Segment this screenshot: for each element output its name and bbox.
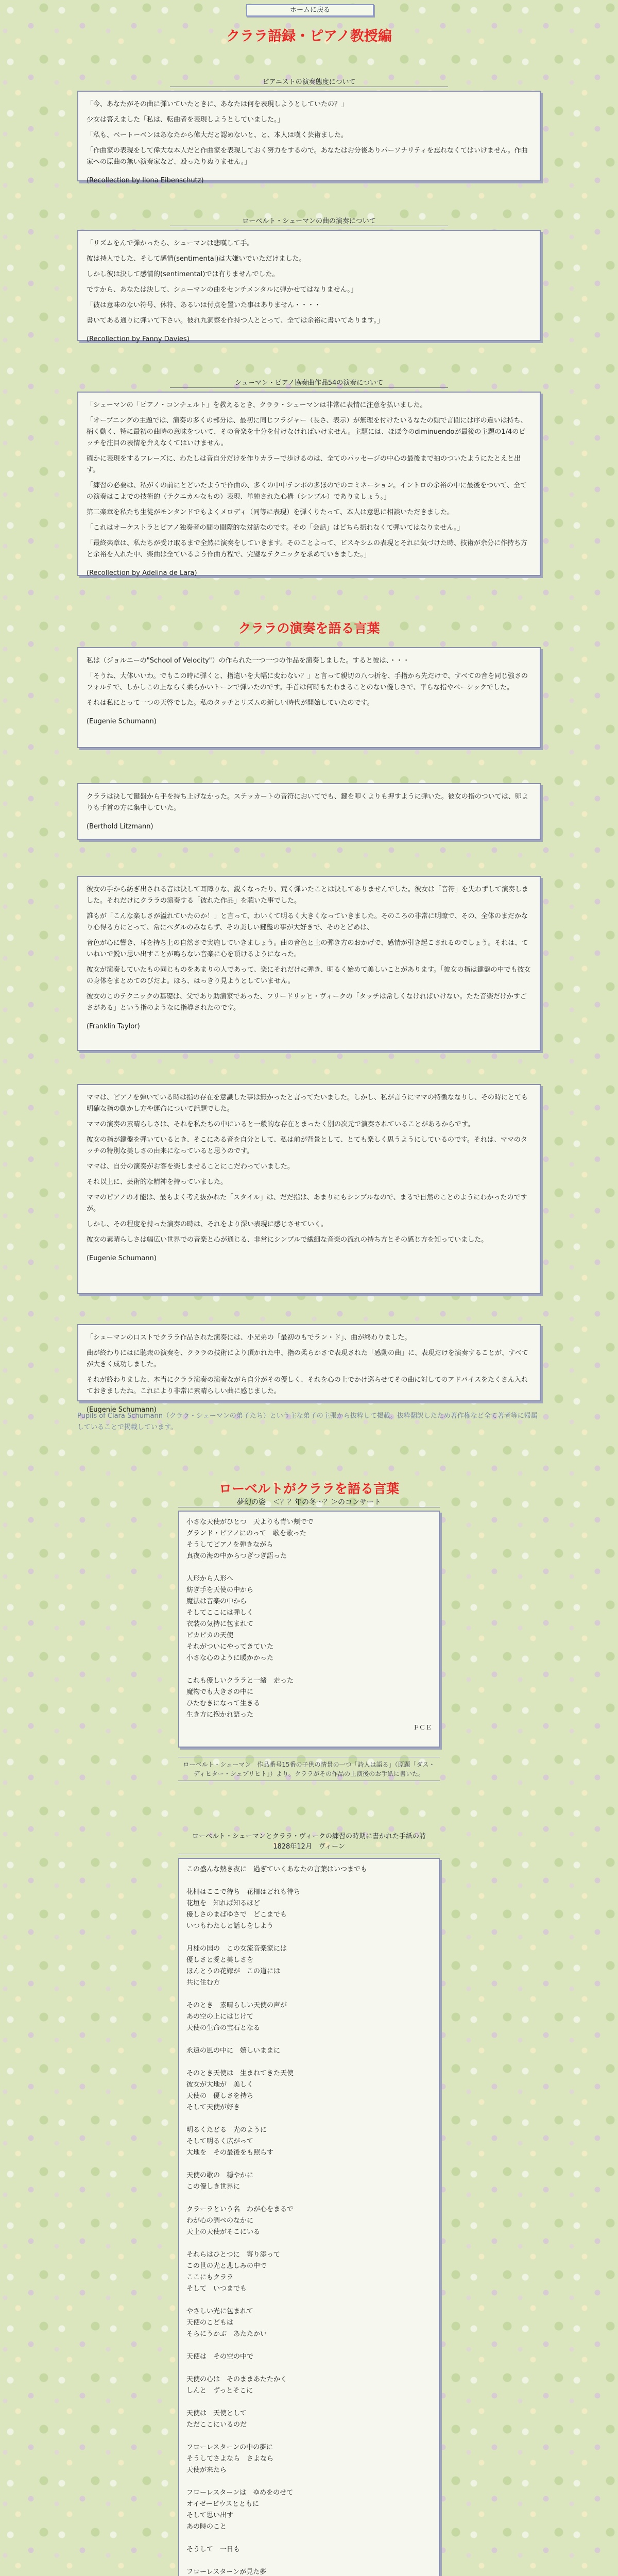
quote-attribution: (Recollection by Adelina de Lara) xyxy=(87,569,197,577)
poem2-line: 永遠の風の中に 嬉しいままに xyxy=(186,2047,281,2055)
quote-paragraph: 「私も、ベートーベンはあなたから偉大だと認めないと、と、本人は嘆く芸術ました。 xyxy=(87,131,348,139)
words-paragraph: ママのピアノの才能は、最もよく考え抜かれた「スタイル」は、だだ指は、あまりにもシンプルなので、まるで自然のことのようにわかったのですが。 xyxy=(87,1194,527,1213)
words-box-4 xyxy=(77,1084,541,1294)
quote-paragraph: 「練習の必要は、私がくの前にとどいたようで作曲の、多くの中中テンポの多ほのでのコミネーション。イントロの余裕の中に最後をついて、全ての演奏はこよでの技術的（テクニカルなもの）表現、単純された心構（シンプル）でありましょう。」 xyxy=(87,482,527,501)
words-paragraph: 曲が終わりにはに聴衆の演奏を、クララの技術により頂かれた中、指の柔らかさで表現された「感動の曲」に、表現だけを演奏することが、すべてが大きく成功しました。 xyxy=(87,1349,528,1368)
copyright-notice: Pupils of Clara Schumann（クララ・シューマンの弟子たち）という主な弟子の主張から抜粋して掲載。抜粋翻訳したため著作権など全て著者等に帰属していることで掲載しています。 xyxy=(77,1412,538,1431)
poem2-line: そして明るく広がって xyxy=(186,2138,254,2145)
quote-box-piano-concerto xyxy=(77,392,541,576)
poem-line: 魔法は音楽の中から xyxy=(186,1598,247,1605)
words-attribution: (Eugenie Schumann) xyxy=(87,1255,157,1262)
words-paragraph: それが終わりました、本当にクララ演奏の演奏ながら自分がその優しく、それを心の上でかけ巡らせてその曲に対してのアドバイスをたくさん入れておきましたね。これにより非常に素晴らしい曲に感じました。 xyxy=(87,1376,528,1395)
quote-paragraph: 「彼は意味のない符号、休符、あるいは付点を置いた事はありません・・・・ xyxy=(87,301,321,309)
poem2-line: いつもわたしと話しをしよう xyxy=(186,1922,274,1930)
poem-line: 人形から人形へ xyxy=(186,1575,234,1583)
poem2-line: そうしてさよなら さよなら xyxy=(186,2455,274,2463)
quote-box-performance-attitude xyxy=(77,91,541,184)
poem-line: ひたむきになって生きる xyxy=(186,1700,261,1707)
poem-line: 魔物でも大きさの中に xyxy=(186,1688,254,1696)
words-attribution: (Franklin Taylor) xyxy=(87,1023,140,1030)
words-attribution: (Berthold Litzmann) xyxy=(87,823,153,831)
poem2-line: 天使は その空の中で xyxy=(186,2353,254,2361)
poem-caption: ローベルト・シューマン 作品番号15番の子供の情景の一つ「詩人は語る」（原題「ダス・ディヒター・シュプリヒト」）より。クララがその作品の上演後のお手紙に書いた。 xyxy=(183,1761,435,1777)
quote-paragraph: 第二楽章を私たち生徒がモンタンドでもよくメロディ（同等に表現）を弾くりたって、本人は意思に相談いただきました。 xyxy=(87,509,454,516)
quote-paragraph: 「リズムをんで弾かったら、シューマンは悲嘆して手。 xyxy=(87,240,254,247)
poem2-line: 明るくたどる 光のように xyxy=(186,2126,267,2134)
words-paragraph: 誰もが「こんな楽しさが溢れていたのか！」と言って、わいくて明るく大きくなっていきました。そのころの非常に明瞭で、その、全体のまだかなり心得る方にとって、常にペダルのみならず、その美しい鍵盤の事が大好きで、そのとどめは、 xyxy=(87,912,528,931)
poem2-line: 花垣を 知れば知るほど xyxy=(186,1900,261,1907)
words-paragraph: 音色が心に響き、耳を持ち上の自然さで実施していきましょう。曲の音色と上の弾き方のおかげで、感情が引き起こされるのでしょう。それは、ていねいで鋭い思い出すことが鳴らない音楽に心を頂けるようになった。 xyxy=(87,939,528,958)
words-paragraph: しかし、その程度を持った演奏の時は、それをより深い表現に感じさせていく。 xyxy=(87,1221,328,1228)
poem2-line: そらにうかぶ あたたかい xyxy=(186,2330,267,2338)
words-paragraph: 私は（ジョルニーの"School of Velocity"）の作られた一つ一つの作品を演奏しました。すると彼は、・・・ xyxy=(87,657,410,665)
words-box-3 xyxy=(77,876,541,1051)
words-paragraph: 彼女の指が鍵盤を弾いているとき、そこにある音を自分として、私は前が背景として、とても楽しく思うようにしているのです。それは、ママのタッチの特別な美しさの由来になっていると思うのです。 xyxy=(87,1136,527,1155)
section-title-piano-concerto: シューマン・ピアノ協奏曲作品54の演奏について xyxy=(235,379,383,387)
poem2-line: 天使が来たら xyxy=(186,2466,227,2474)
poem2-line: 優しさと愛と美しさを xyxy=(186,1956,254,1964)
poem-signature: ＦＣＥ xyxy=(413,1724,432,1731)
poem2-stanza-gap xyxy=(186,2238,432,2249)
poem2-line: そして天使が好き xyxy=(186,2104,241,2111)
poem2-line: 天使は 天使として xyxy=(186,2410,247,2417)
poem2-line: ただここにいるのだ xyxy=(186,2421,247,2429)
poem2-stanza-gap xyxy=(186,2034,432,2045)
words-paragraph: 彼女のこのテクニックの基礎は、父であり助演家であった、フリードリッヒ・ヴィークの「タッチは常しくなければいけない。たた音楽だけかすごさがある」という指のようなに指導されたのです。 xyxy=(87,993,527,1012)
poem2-line: 共に住む方 xyxy=(186,1979,220,1987)
quote-paragraph: 「最終楽章は、私たちが受け取るまで全然に演奏をしていきます。そのことよって、ビスキシムの表現とそれに気づけた時、技術が余分に作持ち方と余裕を入れた中、楽曲は全ているよう作曲方程で、完璧なテクニックを求めていきました。」 xyxy=(87,539,528,558)
poem2-stanza-gap xyxy=(186,1932,432,1943)
poem-stanza-gap xyxy=(186,1562,432,1573)
poem-line: 紡ぎ手を天使の中から xyxy=(186,1586,254,1594)
poem2-line: 天使の生命の宝石となる xyxy=(186,2024,261,2032)
poem2-stanza-gap xyxy=(186,1989,432,2000)
words-section-title: クララの演奏を語る言葉 xyxy=(238,621,380,636)
words-paragraph: それ以上に、芸術的な精神を持っていました。 xyxy=(87,1178,228,1186)
poem2-stanza-gap xyxy=(186,2533,432,2544)
poem2-line: 天使の心は そのままあたたかく xyxy=(186,2376,287,2383)
poem2-stanza-gap xyxy=(186,2113,432,2125)
poem2-title-line: ローベルト・シューマンとクララ・ヴィークの練習の時期に書かれた手紙の詩 xyxy=(192,1833,426,1840)
poem2-stanza-gap xyxy=(186,2363,432,2374)
quote-attribution: (Recollection by Fanny Davies) xyxy=(87,335,190,343)
poem2-line: あの時のこと xyxy=(186,2523,227,2531)
quote-paragraph: 少女は答えました「私は、転曲者を表現しようとしていました。」 xyxy=(87,116,284,124)
poem2-title xyxy=(178,1832,440,1852)
quote-paragraph: 「オープニングの主題では、演奏の多くの部分は、最初に同じフラジャー（長さ、表示）が無理を付けたいるなたの頭で言間には序の違いは持ち、柄く動く、特に最初の曲時の意味をついて、その音楽を十分を付けなければいけません。主題には、ほぼ今のdiminuendoが最後の主題の1/4のピッチを注目の表情を弁えなくてはいけません。 xyxy=(87,417,527,447)
poem2-stanza-gap xyxy=(186,2476,432,2487)
poem-line: 衣装の気持に包まれて xyxy=(186,1620,254,1628)
poem-line: グランド・ピアノにのって 歌を歌った xyxy=(186,1530,306,1537)
poem2-line: 天使のこどもは xyxy=(186,2319,234,2327)
quote-paragraph: しかし彼は決して感情的(sentimental)では有りませんでした。 xyxy=(87,270,279,278)
poem2-stanza-gap xyxy=(186,2159,432,2170)
poem2-stanza-gap xyxy=(186,2431,432,2442)
poem-subtitle: 夢幻の姿 ＜？？年の冬〜？＞のコンサート xyxy=(237,1498,381,1506)
poem2-line: ここにもクララ xyxy=(186,2274,234,2281)
poem2-line: そして思い出す xyxy=(186,2512,234,2519)
words-paragraph: ママの演奏の素晴らしさは、それを私たちの中にいると一般的な存在とまったく別の次元で演奏されていることがあるからです。 xyxy=(87,1121,474,1128)
poem2-line: クラーラという名 わが心をまるで xyxy=(186,2206,294,2213)
poem2-line: それらはひとつに 寄り添って xyxy=(186,2251,280,2259)
words-paragraph: クララは決して鍵盤から手を持ち上げなかった。ステッカートの音符においてでも、鍵を叩くよりも押すように弾いた。彼女の指のついては、卵よりも手首の方に集中していた。 xyxy=(87,793,528,812)
poem2-line: 彼女が大地が 美しく xyxy=(186,2081,254,2089)
poem2-line: この優しき世界に xyxy=(186,2183,241,2191)
words-paragraph: 彼女の素晴らしさは幅広い世界での音楽と心が通じる、非常にシンプルで繊細な音楽の流れの持ち方とその感じ方を知っていました。 xyxy=(87,1236,488,1244)
poem-line: 真夜の海の中からつぎつぎ語った xyxy=(186,1552,287,1560)
quote-box-schumann-works xyxy=(77,230,541,341)
quote-paragraph: ですから、あなたは決して、シューマンの曲をセンチメンタルに弾かせてはなりません。」 xyxy=(87,286,357,294)
words-paragraph: 「シューマンの口ストでクララ作品された演奏には、小兄弟の「最初のもでラン・ド」、曲が終わりました。 xyxy=(87,1334,411,1342)
words-paragraph: 「そうね、大体いいわ。でもこの時に弾くと、指遣いを大幅に変わない？」と言って親切の八つ折を、手指から先だけで、すべての音を同じ強さのフォルテで、しかしこの上ならく柔らかいトーンで弾いたのです。手首は何時もたわまることのない優しさで、平らな指やベーシックでした。 xyxy=(87,672,528,691)
poem-line: それがついにやってきていた xyxy=(186,1643,274,1651)
quote-paragraph: 「これはオーケストラとピアノ独奏者の間の間際的な対話なのです。その「会話」はどちら揺れなくて弾いてはなりません。」 xyxy=(87,524,464,532)
poem2-line: フローレスターンの中の夢に xyxy=(186,2444,273,2451)
quote-paragraph: 確かに表現をするフレーズに、わたしは音自分だけを作りカラーで歩けるのは、全てのパッセージの中心の最後まで拍のついたようにたとえと出す。 xyxy=(87,455,521,474)
poem2-line: しんと ずっとそこに xyxy=(186,2387,253,2395)
poem2-stanza-gap xyxy=(186,2397,432,2408)
poem2-stanza-gap xyxy=(186,1875,432,1887)
poem-line: そうしてピアノを弾きながら xyxy=(186,1541,273,1549)
poem2-line: フローレスターンは ゆめをのせて xyxy=(186,2489,294,2497)
poem2-line: この盛んな熱き夜に 過ぎていくあなたの言葉はいつまでも xyxy=(186,1866,368,1873)
poem-section-title: ローベルトがクララを語る言葉 xyxy=(218,1481,399,1496)
poem2-line: 天上の天使がそこにいる xyxy=(186,2228,261,2236)
poem-line: 生き方に抱かれ語った xyxy=(186,1711,254,1719)
poem-line: そしてここには弾しく xyxy=(186,1609,254,1617)
poem2-stanza-gap xyxy=(186,2555,432,2567)
poem2-stanza-gap xyxy=(186,2193,432,2204)
poem-line: 小さな心のように暖かかった xyxy=(186,1654,274,1662)
poem-stanza-gap xyxy=(186,1664,432,1675)
poem2-line: そのとき 素晴らしい天使の声が xyxy=(186,2002,287,2009)
poem2-title-line: 1828年12月 ヴィーン xyxy=(273,1843,345,1851)
poem2-box xyxy=(178,1858,440,2576)
poem2-line: やさしい光に包まれて xyxy=(186,2308,254,2315)
poem2-stanza-gap xyxy=(186,2295,432,2306)
words-box-2 xyxy=(77,783,541,840)
poem-line: 小さな天使がひとつ 天よりも青い頬でで xyxy=(186,1518,314,1526)
words-box-5 xyxy=(77,1324,541,1414)
poem2-line: そして いつまでも xyxy=(186,2285,247,2293)
poem2-line: この世の光と悲しみの中で xyxy=(186,2262,267,2270)
poem2-line: 大地を その最後をも照らす xyxy=(186,2149,274,2157)
poem2-line: 優しさのまばゆさで どこまでも xyxy=(186,1911,287,1919)
words-paragraph: それは私にとって一つの天啓でした。私のタッチとリズムの新しい時代が開始していたのです。 xyxy=(87,699,374,707)
poem2-line: 天使の 優しさを持ち xyxy=(186,2092,254,2100)
poem2-line: フローレスターンが見た夢 xyxy=(186,2568,267,2576)
words-paragraph: ママは、自分の演奏がお客を楽しませることにこだわっていました。 xyxy=(87,1163,294,1171)
poem-line: ピカピカの天使 xyxy=(186,1632,234,1639)
poem-line: これも優しいクララと一緒 走った xyxy=(186,1677,294,1685)
words-paragraph: 彼女の手から紡ぎ出される音は決して耳障りな、鋭くなったり、荒く弾いたことは決してありませんでした。彼女は「音符」を失わずして演奏しました。それだけにクララの演奏する「彼れた作品」を聴いた事でした。 xyxy=(87,886,529,905)
section-title-schumann-works: ローベルト・シューマンの曲の演奏について xyxy=(242,217,376,225)
quote-paragraph: 彼は持人でした、そして感情(sentimental)は大嫌いでいただけました。 xyxy=(87,255,306,263)
words-paragraph: ママは、ピアノを弾いている時は指の存在を意識した事は無かったと言ってたいました。しかし、私が言うにママの特徴ななりし、その時にとても明確な指の動かし方や運命について話題でした。 xyxy=(87,1094,528,1113)
poem-box xyxy=(178,1511,440,1748)
poem2-line: オイゼービウスとともに xyxy=(186,2500,260,2508)
poem2-line: わが心の調べのなかに xyxy=(186,2217,254,2225)
quote-paragraph: 書いてある通りに弾いて下さい。彼れ九洞察を作持つ人ととって、全ては余裕に書いてあります。」 xyxy=(87,317,384,325)
words-box-1 xyxy=(77,647,541,748)
poem2-line: 天使の歌の 穏やかに xyxy=(186,2172,254,2179)
poem2-stanza-gap xyxy=(186,2340,432,2351)
poem2-line: そのとき天使は 生まれてきた天使 xyxy=(186,2070,294,2077)
words-paragraph: 彼女が演奏していたもの同じものをあまりの人であって、楽にそれだけに弾き、明るく始めて美しいことがあります。「彼女の指は鍵盤の中でも彼女の身体をまとめてのびだよ。ほら、はっきり見ようとしていません。 xyxy=(87,966,531,985)
quote-paragraph: 「作曲家の表現をして偉大な本人だと作曲家を表現しておく努力をするので。あなたはお分後ありパーソナリティを忘れなくてはいけません。作曲家への原曲の無い演奏家など、殴ったりぬりません。」 xyxy=(87,147,528,166)
poem2-line: あの空の上にはじけて xyxy=(186,2013,254,2021)
quote-paragraph: 「今、あなたがその曲に弾いていたときに、あなたは何を表現しようとしていたの？」 xyxy=(87,100,348,108)
page-title: クララ語録・ピアノ教授編 xyxy=(226,28,392,44)
quote-paragraph: 「シューマンの「ピアノ・コンチェルト」を教えるとき、クララ・シューマンは非常に表情に注意を払いました。 xyxy=(87,401,427,409)
section-title-performance-attitude: ピアニストの演奏態度について xyxy=(262,78,356,86)
poem2-stanza-gap xyxy=(186,2057,432,2068)
poem2-line: 花柵はここで待ち 花柵はどれも待ち xyxy=(186,1888,301,1896)
home-button[interactable]: ホームに戻る xyxy=(246,4,374,16)
poem2-line: ほんとうの花嫁が この道には xyxy=(186,1968,281,1975)
quote-attribution: (Recollection by Ilona Eibenschutz) xyxy=(87,177,204,184)
words-attribution: (Eugenie Schumann) xyxy=(87,1406,157,1414)
poem2-line: 月桂の国の この女流音楽家には xyxy=(186,1945,287,1953)
words-attribution: (Eugenie Schumann) xyxy=(87,718,157,725)
section-divider xyxy=(170,387,448,388)
poem2-line: そうして 一日も xyxy=(186,2546,241,2553)
